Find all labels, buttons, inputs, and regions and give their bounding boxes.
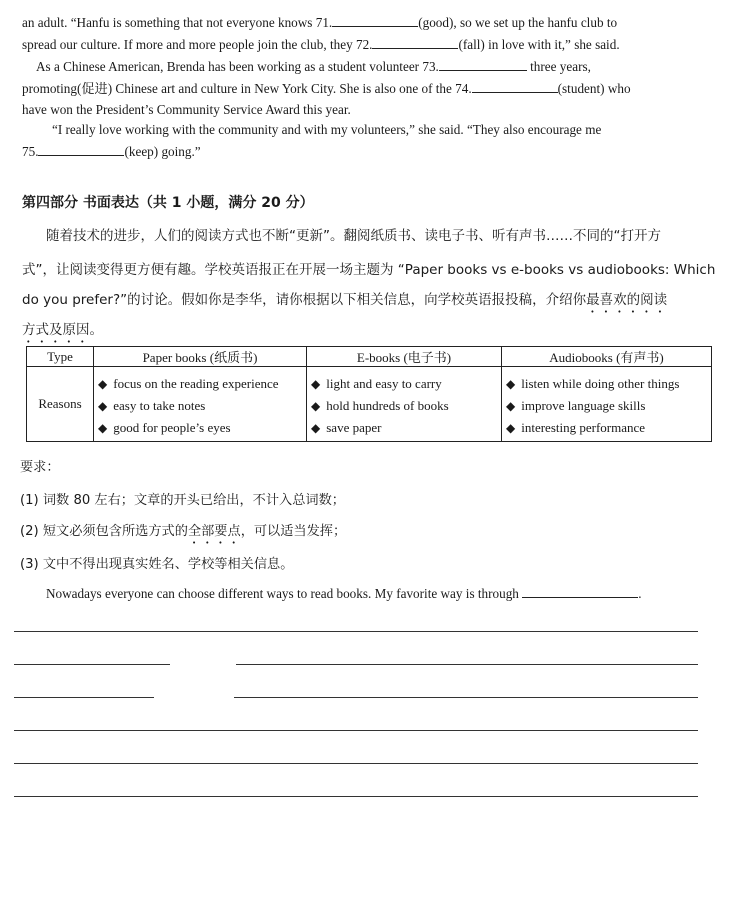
audiobooks-reasons: [502, 367, 712, 442]
answer-blank-73[interactable]: [439, 58, 527, 71]
emphasized-text: 最喜欢的阅读: [586, 292, 668, 308]
passage-text: an adult. “Hanfu is something that not everyone knows 71.: [22, 15, 333, 30]
passage-line-7: [22, 143, 201, 161]
table-header-row: [27, 347, 712, 367]
ebooks-reasons: [307, 367, 502, 442]
list-item: ◆ hold hundreds of books: [311, 398, 449, 413]
instruction-line-1: 随着技术的进步，人们的阅读方式也不断“更新”。翻阅纸质书、读电子书、听有声书……不同的“打开方: [46, 228, 661, 244]
paper-books-reasons: [94, 367, 307, 442]
requirement-3: (3) 文中不得出现真实姓名、学校等相关信息。: [20, 557, 294, 572]
requirement-1: (1) 词数 80 左右；文章的开头已给出，不计入总词数；: [20, 493, 345, 508]
list-item: ◆ light and easy to carry: [311, 376, 442, 391]
list-item: ◆ improve language skills: [506, 398, 646, 413]
passage-text: have won the President’s Community Service Award this year.: [22, 102, 351, 117]
list-item: ◆ listen while doing other things: [506, 376, 680, 391]
list-item: ◆ save paper: [311, 420, 382, 435]
writing-line[interactable]: [14, 631, 698, 632]
answer-blank-74[interactable]: [472, 80, 558, 93]
diamond-bullet-icon: ◆: [311, 421, 321, 435]
passage-text: As a Chinese American, Brenda has been working as a student volunteer 73.: [36, 59, 439, 74]
writing-line[interactable]: [236, 664, 698, 665]
opening-text: Nowadays everyone can choose different ways to read books. My favorite way is through: [46, 586, 519, 601]
passage-line-5: [22, 101, 351, 119]
table-header: Audiobooks (有声书): [502, 347, 712, 367]
passage-line-1: [22, 14, 617, 32]
writing-line[interactable]: [14, 796, 698, 797]
essay-opening: Nowadays everyone can choose different ways to read books. My favorite way is through .: [46, 586, 642, 601]
table-header: Paper books (纸质书): [94, 347, 307, 367]
instruction-text: do you prefer?”的讨论。假如你是李华，请你根据以下相关信息，向学校英语报投稿，介绍你: [22, 292, 587, 308]
instruction-line-4: [22, 318, 103, 346]
list-item: ◆ focus on the reading experience: [98, 376, 279, 391]
answer-blank-71[interactable]: [332, 14, 418, 27]
diamond-bullet-icon: ◆: [506, 399, 516, 413]
passage-line-4: [22, 80, 631, 98]
requirement-2: (2) 短文必须包含所选方式的全部要点，可以适当发挥；: [20, 524, 347, 539]
instruction-text: 。: [89, 322, 103, 338]
passage-text: 75.: [22, 144, 39, 159]
passage-text: (good), so we set up the hanfu club to: [418, 15, 618, 30]
reading-ways-table: [26, 346, 712, 442]
diamond-bullet-icon: ◆: [506, 421, 516, 435]
list-item: ◆ good for people’s eyes: [98, 420, 231, 435]
passage-text: (keep) going.”: [124, 144, 201, 159]
passage-line-2: [22, 36, 620, 54]
passage-line-6: [52, 121, 601, 139]
writing-line[interactable]: [14, 763, 698, 764]
passage-line-3: [36, 58, 591, 76]
writing-line[interactable]: [14, 664, 170, 665]
passage-text: promoting(促进) Chinese art and culture in New York City. She is also one of the 74.: [22, 81, 472, 96]
writing-line[interactable]: [14, 730, 698, 731]
writing-line[interactable]: [14, 697, 154, 698]
passage-text: (student) who: [557, 81, 631, 96]
diamond-bullet-icon: ◆: [98, 377, 108, 391]
answer-blank-75[interactable]: [38, 143, 124, 156]
diamond-bullet-icon: ◆: [311, 399, 321, 413]
diamond-bullet-icon: ◆: [98, 399, 108, 413]
table-row: [27, 367, 712, 442]
section-title: 第四部分 书面表达（共 1 小题，满分 20 分）: [22, 195, 314, 211]
answer-blank-72[interactable]: [372, 36, 458, 49]
requirements-title: 要求：: [20, 460, 60, 475]
emphasized-text: 方式及原因: [22, 322, 90, 338]
passage-text: “I really love working with the community and with my volunteers,” she said. “They also encourage me: [52, 122, 602, 137]
list-item: ◆ interesting performance: [506, 420, 646, 435]
table-header: Type: [27, 347, 94, 367]
passage-text: spread our culture. If more and more people join the club, they 72.: [22, 37, 373, 52]
row-label: Reasons: [27, 367, 94, 442]
opening-blank[interactable]: [522, 585, 638, 598]
instruction-line-3: [22, 288, 667, 316]
list-item: ◆ easy to take notes: [98, 398, 206, 413]
passage-text: (fall) in love with it,” she said.: [458, 37, 620, 52]
diamond-bullet-icon: ◆: [311, 377, 321, 391]
writing-line[interactable]: [234, 697, 698, 698]
emphasized-text: 全部要点: [187, 524, 241, 539]
table-header: E-books (电子书): [307, 347, 502, 367]
passage-text: three years,: [530, 59, 591, 74]
instruction-line-2: 式”，让阅读变得更方便有趣。学校英语报正在开展一场主题为 “Paper books vs e-books vs audiobooks: Which: [22, 262, 716, 278]
diamond-bullet-icon: ◆: [506, 377, 516, 391]
diamond-bullet-icon: ◆: [98, 421, 108, 435]
